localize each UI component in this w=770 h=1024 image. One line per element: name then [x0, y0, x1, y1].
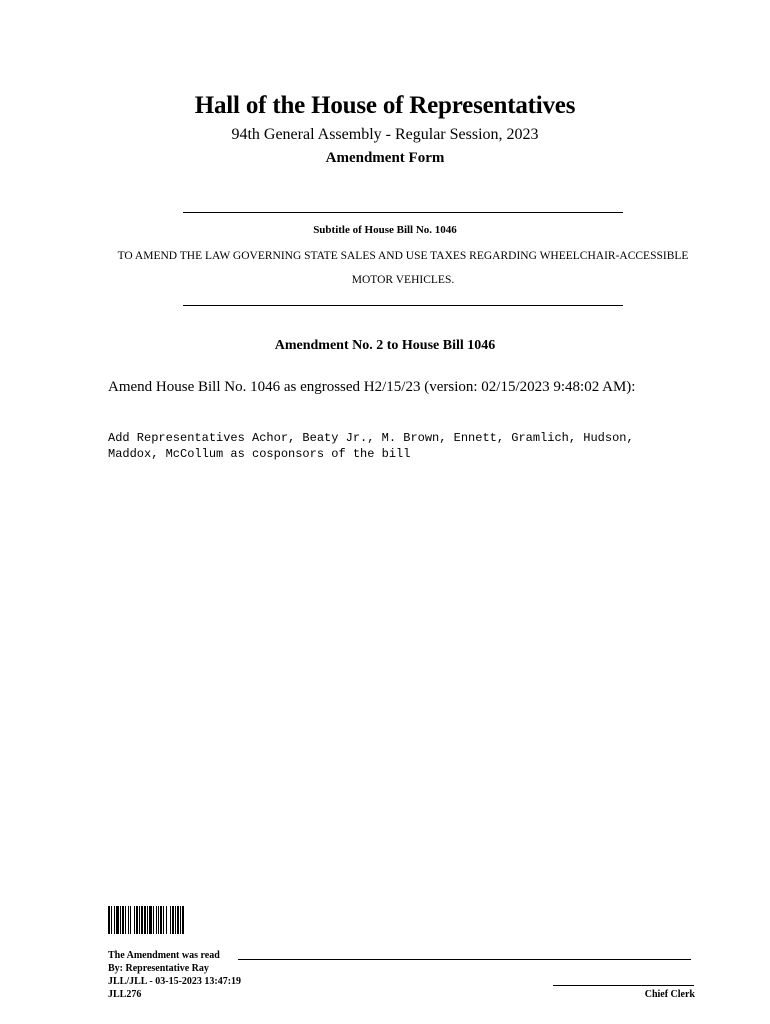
document-title: Hall of the House of Representatives — [194, 92, 576, 119]
subtitle-heading: Subtitle of House Bill No. 1046 — [313, 224, 457, 236]
drafter-code-line: JLL/JLL - 03-15-2023 13:47:19 — [108, 976, 242, 987]
amendment-read-label: The Amendment was read — [108, 950, 220, 961]
amendment-number: Amendment No. 2 to House Bill 1046 — [274, 338, 496, 353]
divider-top — [183, 212, 623, 213]
subtitle-text: TO AMEND THE LAW GOVERNING STATE SALES AND USE TAXES REGARDING WHEELCHAIR-ACCESSIBLE MOTOR VEHICLES. — [117, 250, 689, 286]
sponsor-line: By: Representative Ray — [108, 963, 209, 974]
divider-bottom — [183, 305, 623, 306]
session-line: 94th General Assembly - Regular Session, 2023 — [231, 126, 539, 143]
read-signature-line — [238, 959, 691, 960]
barcode-image — [108, 906, 200, 934]
clerk-label: Chief Clerk — [644, 989, 695, 1000]
clerk-signature-line — [553, 985, 694, 986]
amend-instruction: Amend House Bill No. 1046 as engrossed H2/15/23 (version: 02/15/2023 9:48:02 AM): — [108, 379, 636, 395]
form-name: Amendment Form — [325, 150, 445, 166]
amendment-body: Add Representatives Achor, Beaty Jr., M. Brown, Ennett, Gramlich, Hudson, Maddox, McCollum as cosponsors of the bill — [108, 431, 634, 461]
document-code: JLL276 — [108, 989, 142, 1000]
